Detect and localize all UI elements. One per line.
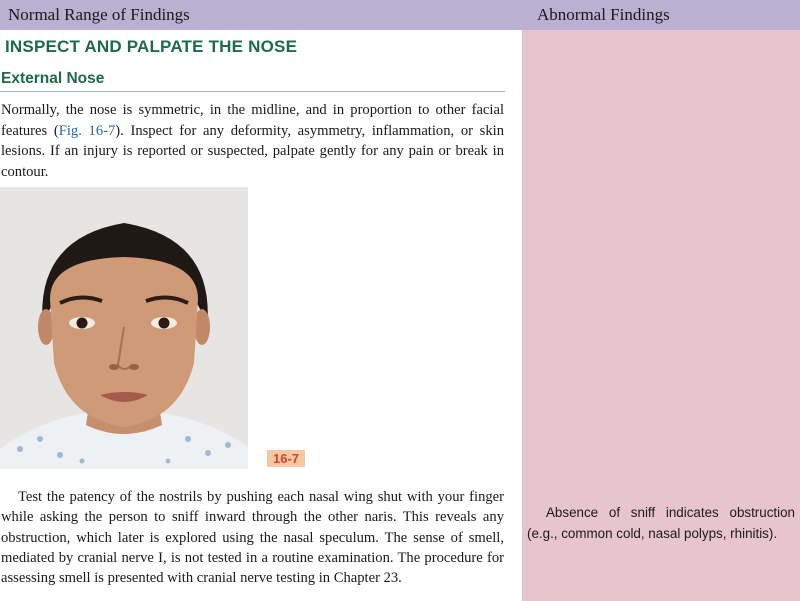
figure-label: 16-7	[267, 450, 305, 467]
subsection-title: External Nose	[1, 70, 105, 87]
subsection-divider	[0, 91, 505, 92]
external-nose-paragraph: Normally, the nose is symmetric, in the midline, and in proportion to other facial features (Fig. 16-7). Inspect for any deformity, asymmetry, inflammation, or skin lesions. If an injury is reported or suspected, palpate gently for any pain or break in contour.	[1, 102, 504, 180]
normal-findings-column-title: Normal Range of Findings	[8, 5, 190, 24]
section-title: INSPECT AND PALPATE THE NOSE	[5, 37, 298, 56]
patency-paragraph: Test the patency of the nostrils by pushing each nasal wing shut with your finger while asking the person to sniff inward through the other naris. This reveals any obstruction, which later is explored using the nasal speculum. The sense of smell, mediated by cranial nerve I, is not tested in a routine examination. The procedure for assessing smell is presented with cranial nerve testing in Chapter 23.	[1, 489, 504, 587]
face-photo	[0, 187, 248, 469]
abnormal-findings-column-title: Abnormal Findings	[537, 5, 670, 24]
abnormal-finding-text: Absence of sniff indicates obstruction (e.g., common cold, nasal polyps, rhinitis).	[527, 505, 795, 541]
table-header	[0, 0, 800, 30]
figure-reference-link[interactable]: Fig. 16-7	[58, 122, 116, 139]
